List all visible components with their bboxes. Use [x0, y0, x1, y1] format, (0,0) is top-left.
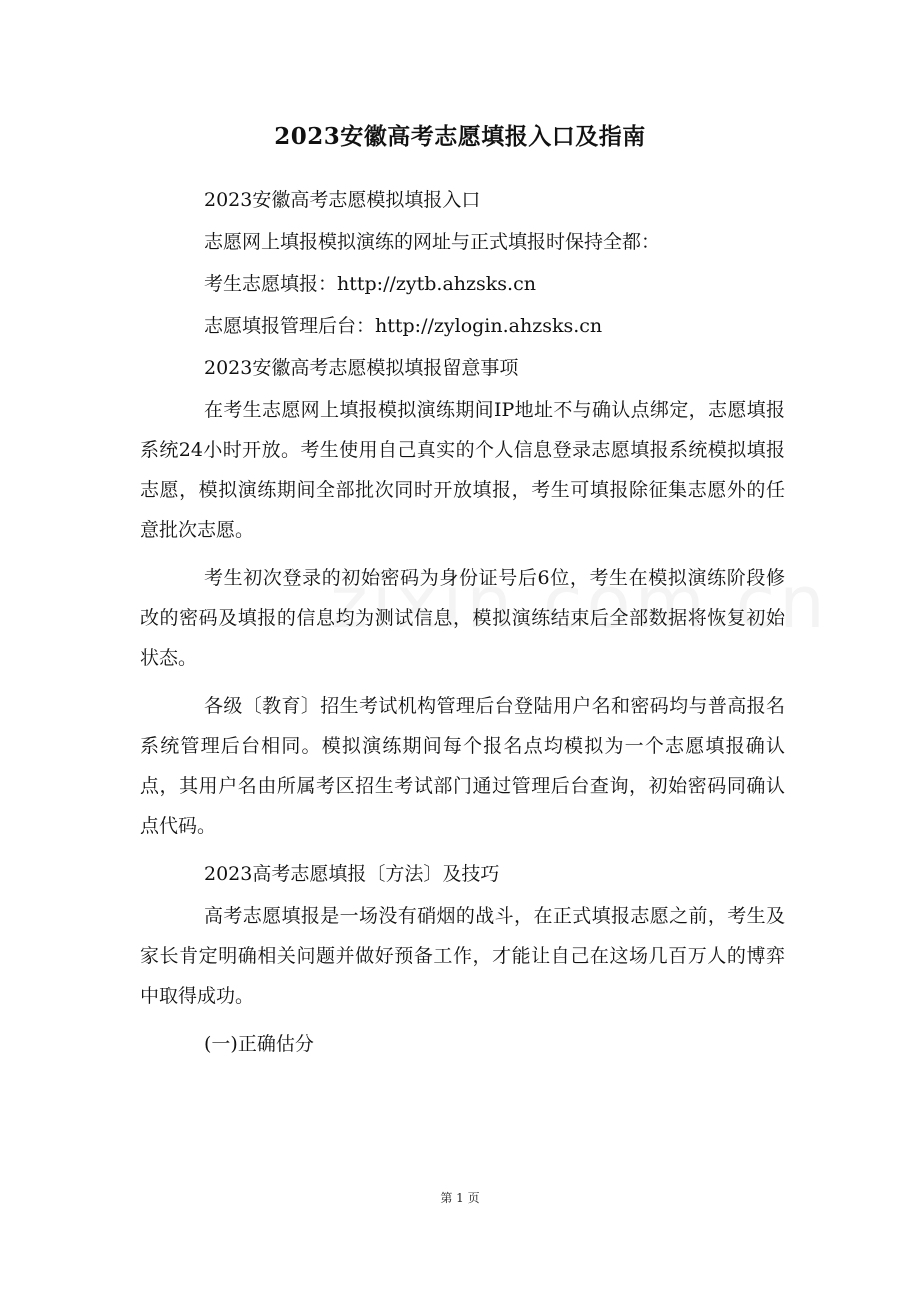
paragraph-ip-rules: 在考生志愿网上填报模拟演练期间IP地址不与确认点绑定，志愿填报系统24小时开放。考生使用自己真实的个人信息登录志愿填报系统模拟填报志愿，模拟演练期间全部批次同时开放填报，考生可填报除征集志愿外的任意批次志愿。: [140, 399, 785, 541]
paragraph-intro: 高考志愿填报是一场没有硝烟的战斗，在正式填报志愿之前，考生及家长肯定明确相关问题并做好预备工作，才能让自己在这场几百万人的博弈中取得成功。: [140, 905, 785, 1007]
paragraph-notice-heading: 2023安徽高考志愿模拟填报留意事项: [204, 357, 519, 379]
paragraph-password-rules: 考生初次登录的初始密码为身份证号后6位，考生在模拟演练阶段修改的密码及填报的信息均为测试信息，模拟演练结束后全部数据将恢复初始状态。: [140, 567, 785, 669]
paragraph-url-note: 志愿网上填报模拟演练的网址与正式填报时保持全都：: [204, 231, 661, 253]
paragraph-student-url: 考生志愿填报：http://zytb.ahzsks.cn: [204, 273, 536, 295]
paragraph-section-one: (一)正确估分: [204, 1033, 314, 1055]
paragraph-entry-heading: 2023安徽高考志愿模拟填报入口: [204, 189, 481, 211]
document-body: [140, 180, 785, 1066]
page-number: 第 1 页: [440, 1191, 480, 1205]
paragraph-method-heading: 2023高考志愿填报〔方法〕及技巧: [204, 863, 500, 885]
paragraph-admin-url: 志愿填报管理后台：http://zylogin.ahzsks.cn: [204, 315, 603, 337]
document-title: 2023安徽高考志愿填报入口及指南: [274, 123, 646, 150]
paragraph-admin-rules: 各级〔教育〕招生考试机构管理后台登陆用户名和密码均与普高报名系统管理后台相同。模拟演练期间每个报名点均模拟为一个志愿填报确认点，其用户名由所属考区招生考试部门通过管理后台查询，初始密码同确认点代码。: [140, 695, 785, 837]
